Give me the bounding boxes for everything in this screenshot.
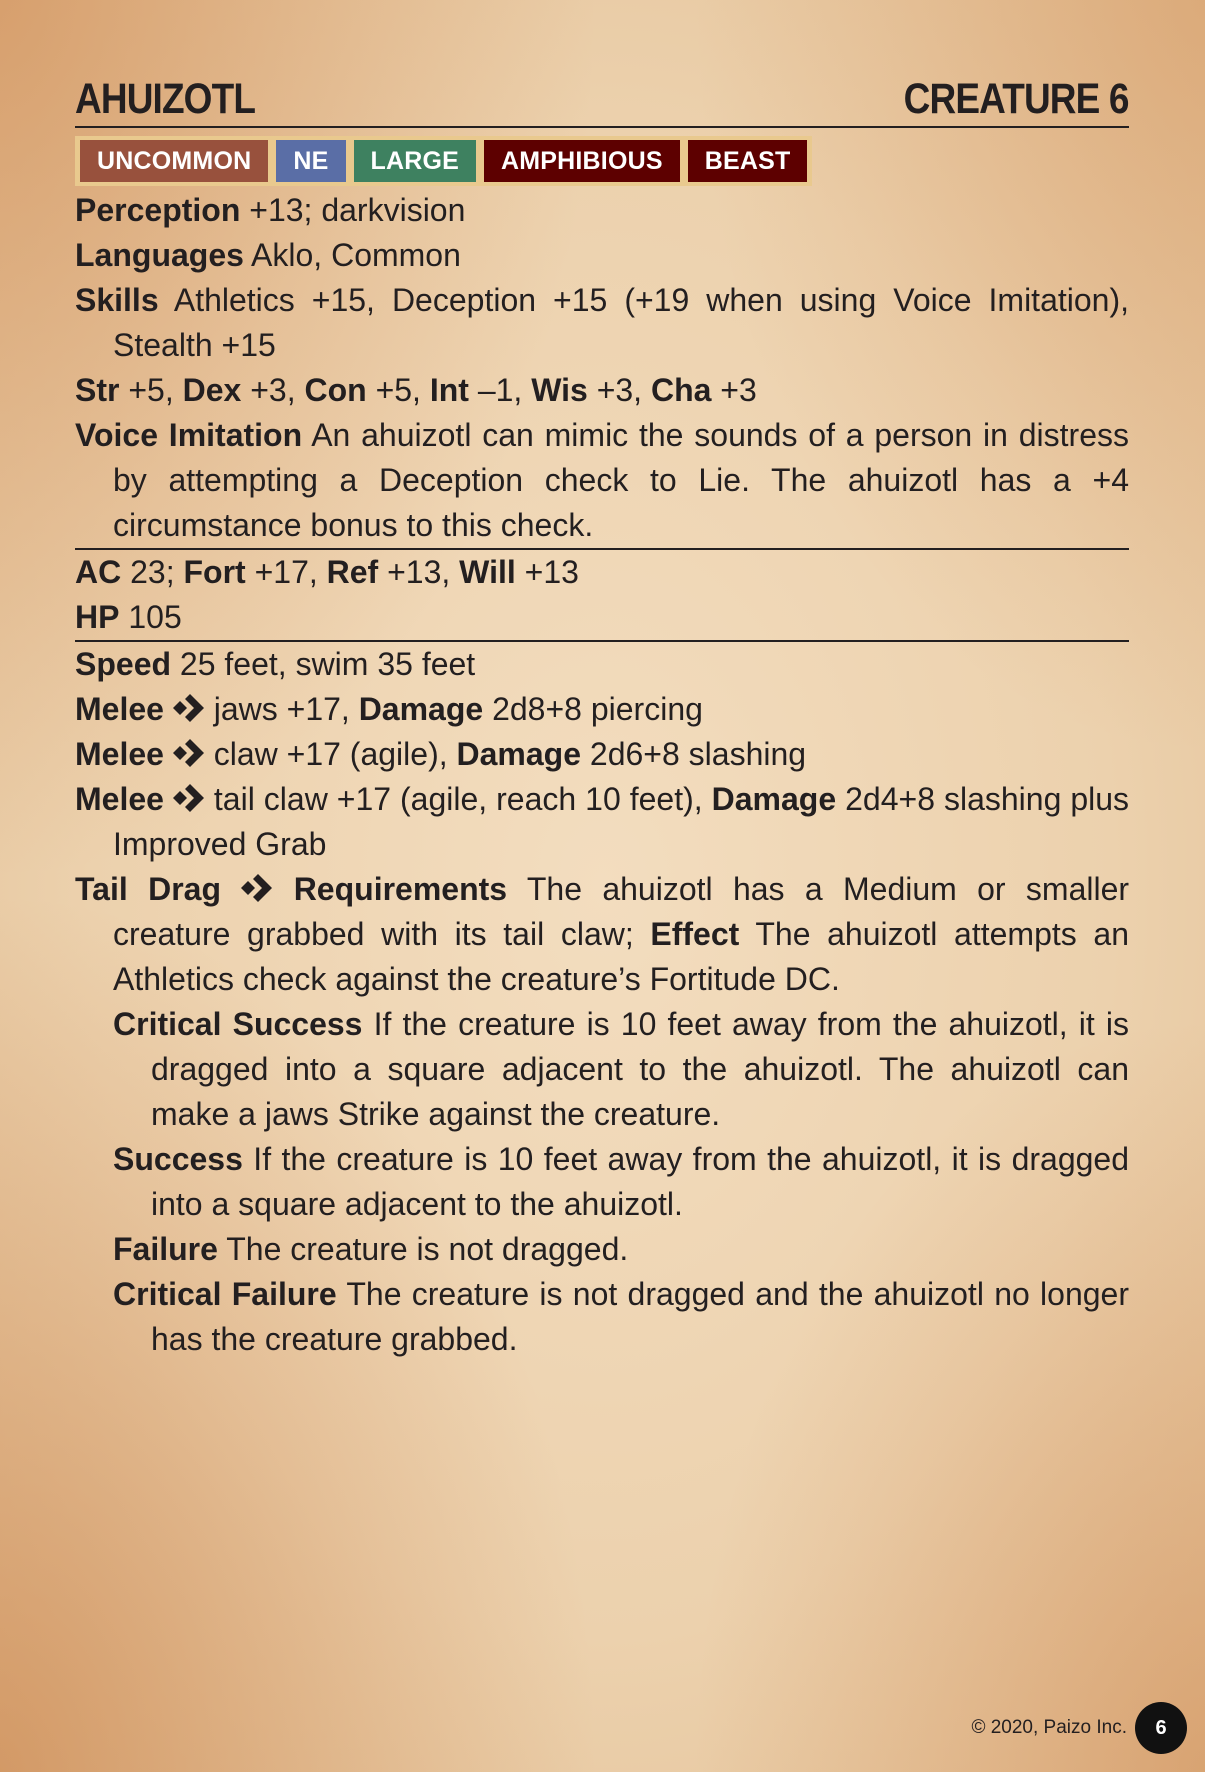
damage-label: Damage <box>711 781 837 817</box>
melee-label: Melee <box>75 781 164 817</box>
single-action-icon <box>173 737 205 769</box>
languages-value: Aklo, Common <box>251 237 461 273</box>
single-action-icon <box>241 872 273 904</box>
wis-value: +3, <box>596 372 643 408</box>
tail-drag-label: Tail Drag <box>75 871 221 907</box>
failure-line <box>75 1227 1129 1272</box>
melee-jaws-attack: jaws +17, <box>213 691 350 727</box>
melee-claw-damage: 2d6+8 slashing <box>589 736 807 772</box>
ac-value: 23; <box>130 554 175 590</box>
title-bar <box>75 70 1129 128</box>
melee-tail-claw-damage: 2d4+8 slashing plus Improved Grab <box>113 781 1130 862</box>
offense-section <box>75 642 1129 1362</box>
effect-text: The ahuizotl attempts an Athletics check against the creature’s Fortitude DC. <box>113 916 1130 997</box>
skills-line <box>75 278 1129 368</box>
will-label: Will <box>459 554 516 590</box>
requirements-text: The ahuizotl has a Medium or smaller creature grabbed with its tail claw; <box>113 871 1130 952</box>
trait-amphibious[interactable]: AMPHIBIOUS <box>484 140 680 182</box>
melee-claw-line <box>75 732 1129 777</box>
hp-line <box>75 595 1129 640</box>
creature-level: CREATURE 6 <box>904 75 1129 123</box>
single-action-icon <box>173 692 205 724</box>
trait-beast[interactable]: BEAST <box>688 140 808 182</box>
defense-line <box>75 550 1129 595</box>
will-value: +13 <box>524 554 579 590</box>
hp-label: HP <box>75 599 120 635</box>
voice-imitation-text: An ahuizotl can mimic the sounds of a person in distress by attempting a Deception check to Lie. The ahuizotl has a +4 circumstance bonus to this check. <box>113 417 1130 543</box>
melee-label: Melee <box>75 691 164 727</box>
str-label: Str <box>75 372 120 408</box>
ability-scores-line <box>75 368 1129 413</box>
perception-label: Perception <box>75 192 241 228</box>
languages-line <box>75 233 1129 278</box>
con-value: +5, <box>375 372 421 408</box>
ref-label: Ref <box>326 554 379 590</box>
speed-line <box>75 642 1129 687</box>
dex-label: Dex <box>182 372 242 408</box>
dex-value: +3, <box>250 372 296 408</box>
str-value: +5, <box>128 372 174 408</box>
success-label: Success <box>113 1141 243 1177</box>
page-number: 6 <box>1135 1702 1187 1754</box>
critical-success-text: If the creature is 10 feet away from the ahuizotl, it is dragged into a square adjacent to the ahuizotl. The ahuizotl can make a jaws Strike against the creature. <box>151 1006 1129 1132</box>
success-line <box>75 1137 1129 1227</box>
skills-value: Athletics +15, Deception +15 (+19 when using Voice Imitation), Stealth +15 <box>113 282 1130 363</box>
speed-label: Speed <box>75 646 172 682</box>
critical-failure-line <box>75 1272 1129 1362</box>
damage-label: Damage <box>358 691 484 727</box>
requirements-label: Requirements <box>293 871 508 907</box>
perception-line <box>75 188 1129 233</box>
trait-list <box>75 136 812 186</box>
speed-value: 25 feet, swim 35 feet <box>179 646 476 682</box>
effect-label: Effect <box>650 916 740 952</box>
melee-label: Melee <box>75 736 164 772</box>
fort-value: +17, <box>254 554 318 590</box>
critical-success-label: Critical Success <box>113 1006 363 1042</box>
critical-failure-label: Critical Failure <box>113 1276 337 1312</box>
footer <box>971 1702 1187 1754</box>
fort-label: Fort <box>183 554 246 590</box>
melee-claw-attack: claw +17 (agile), <box>213 736 448 772</box>
trait-alignment[interactable]: NE <box>276 140 345 182</box>
melee-tail-claw-line <box>75 777 1129 867</box>
hp-value: 105 <box>128 599 182 635</box>
stats-section <box>75 188 1129 548</box>
single-action-icon <box>173 782 205 814</box>
critical-failure-text: The creature is not dragged and the ahuizotl no longer has the creature grabbed. <box>151 1276 1130 1357</box>
voice-imitation-line <box>75 413 1129 548</box>
skills-label: Skills <box>75 282 159 318</box>
perception-value: +13; darkvision <box>249 192 466 228</box>
cha-label: Cha <box>650 372 712 408</box>
melee-jaws-damage: 2d8+8 piercing <box>492 691 703 727</box>
melee-jaws-line <box>75 687 1129 732</box>
voice-imitation-label: Voice Imitation <box>75 417 303 453</box>
stat-block <box>75 70 1129 1362</box>
damage-label: Damage <box>456 736 581 772</box>
trait-size[interactable]: LARGE <box>354 140 477 182</box>
copyright-text: © 2020, Paizo Inc. <box>971 1717 1127 1738</box>
wis-label: Wis <box>531 372 588 408</box>
int-label: Int <box>429 372 469 408</box>
cha-value: +3 <box>720 372 757 408</box>
failure-text: The creature is not dragged. <box>226 1231 629 1267</box>
failure-label: Failure <box>113 1231 218 1267</box>
languages-label: Languages <box>75 237 244 273</box>
defense-section <box>75 550 1129 640</box>
ac-label: AC <box>75 554 122 590</box>
creature-name: AHUIZOTL <box>75 75 256 123</box>
int-value: –1, <box>477 372 523 408</box>
trait-uncommon[interactable]: UNCOMMON <box>80 140 268 182</box>
con-label: Con <box>304 372 367 408</box>
tail-drag-line <box>75 867 1129 1002</box>
critical-success-line <box>75 1002 1129 1137</box>
success-text: If the creature is 10 feet away from the ahuizotl, it is dragged into a square adjacent to the ahuizotl. <box>151 1141 1130 1222</box>
melee-tail-claw-attack: tail claw +17 (agile, reach 10 feet), <box>213 781 703 817</box>
ref-value: +13, <box>387 554 451 590</box>
